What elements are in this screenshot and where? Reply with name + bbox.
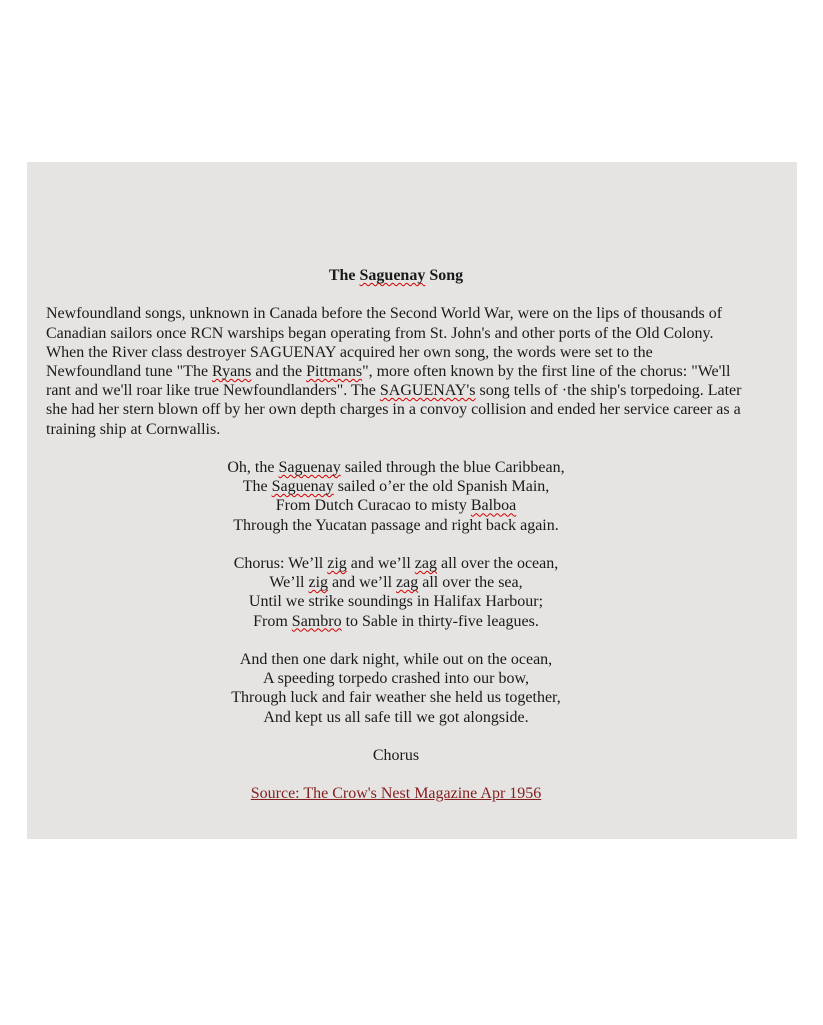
stanza: [46, 554, 746, 631]
document-content: [46, 266, 746, 804]
text-segment: ", more often known by the first line of the chorus: "We'll rant and we'll roar like true Newfoundlanders". The: [46, 363, 731, 400]
text-segment: We’ll: [269, 574, 309, 592]
verse-line: [46, 669, 746, 688]
stanza: [46, 650, 746, 727]
text-segment: all over the sea,: [418, 574, 523, 592]
verse-line: [46, 458, 746, 477]
misspelled-word: Balboa: [470, 497, 517, 515]
misspelled-word: Ryans: [212, 363, 252, 380]
text-segment: and we’ll: [346, 555, 415, 572]
text-segment: And kept us all safe till we got alongside.: [263, 708, 529, 726]
intro-paragraph: [46, 304, 746, 438]
misspelled-word: Pittmans: [306, 363, 363, 380]
text-segment: sailed through the blue Caribbean,: [340, 459, 565, 476]
verse-line: [46, 496, 746, 515]
verse-line: [46, 554, 746, 573]
verse-line: [46, 592, 746, 611]
misspelled-word: zag: [414, 555, 437, 572]
misspelled-word: Sambro: [291, 612, 342, 630]
text-segment: The: [328, 267, 360, 284]
text-segment: Until we strike soundings in Halifax Harbour;: [248, 593, 544, 611]
text-segment: all over the ocean,: [436, 555, 559, 572]
text-segment: to Sable in thirty-five leagues.: [341, 612, 539, 630]
text-segment: The: [242, 478, 272, 496]
source-link[interactable]: Source: The Crow's Nest Magazine Apr 1956: [250, 785, 542, 803]
text-segment: Newfoundland songs, unknown in Canada before the Second World War, were on the lips of thousands of Canadian sailors once RCN warships began operating from St. John's and other ports of the Old Colony. When the River class destroyer SAGUENAY acquired her own song, the words were set to the Newfoundland tune "The: [46, 305, 723, 380]
misspelled-word: Saguenay: [271, 478, 334, 496]
text-segment: and the: [251, 363, 307, 380]
chorus-label: Chorus: [372, 747, 420, 764]
text-segment: Through luck and fair weather she held us together,: [231, 689, 561, 707]
text-segment: From Dutch Curacao to misty: [275, 497, 471, 515]
source-row: [46, 784, 746, 803]
text-segment: And then one dark night, while out on the ocean,: [239, 651, 553, 668]
text-segment: From: [253, 612, 292, 630]
song-verses: [46, 458, 746, 727]
text-segment: A speeding torpedo crashed into our bow,: [262, 670, 529, 688]
misspelled-word: SAGUENAY's: [379, 382, 476, 400]
text-segment: Through the Yucatan passage and right back again.: [233, 516, 559, 534]
verse-line: [46, 708, 746, 727]
text-segment: Oh, the: [227, 459, 279, 476]
verse-line: [46, 650, 746, 669]
verse-line: [46, 612, 746, 631]
misspelled-word: Saguenay: [278, 459, 341, 476]
verse-line: [46, 516, 746, 535]
text-segment: Chorus: We’ll: [233, 555, 328, 572]
misspelled-word: Saguenay: [359, 267, 426, 284]
stanza: [46, 458, 746, 535]
text-segment: song tells of ·the ship's torpedoing. Later she had her stern blown off by her own depth charges in a convoy collision and ended her service career as a training ship at Cornwallis.: [46, 382, 742, 438]
verse-line: [46, 477, 746, 496]
verse-line: [46, 573, 746, 592]
page-title: [46, 266, 746, 285]
misspelled-word: zig: [327, 555, 347, 572]
document-page: [27, 162, 797, 839]
text-segment: Song: [425, 267, 464, 284]
misspelled-word: zig: [308, 574, 329, 592]
text-segment: and we’ll: [328, 574, 397, 592]
verse-line: [46, 688, 746, 707]
text-segment: sailed o’er the old Spanish Main,: [333, 478, 550, 496]
misspelled-word: zag: [396, 574, 419, 592]
